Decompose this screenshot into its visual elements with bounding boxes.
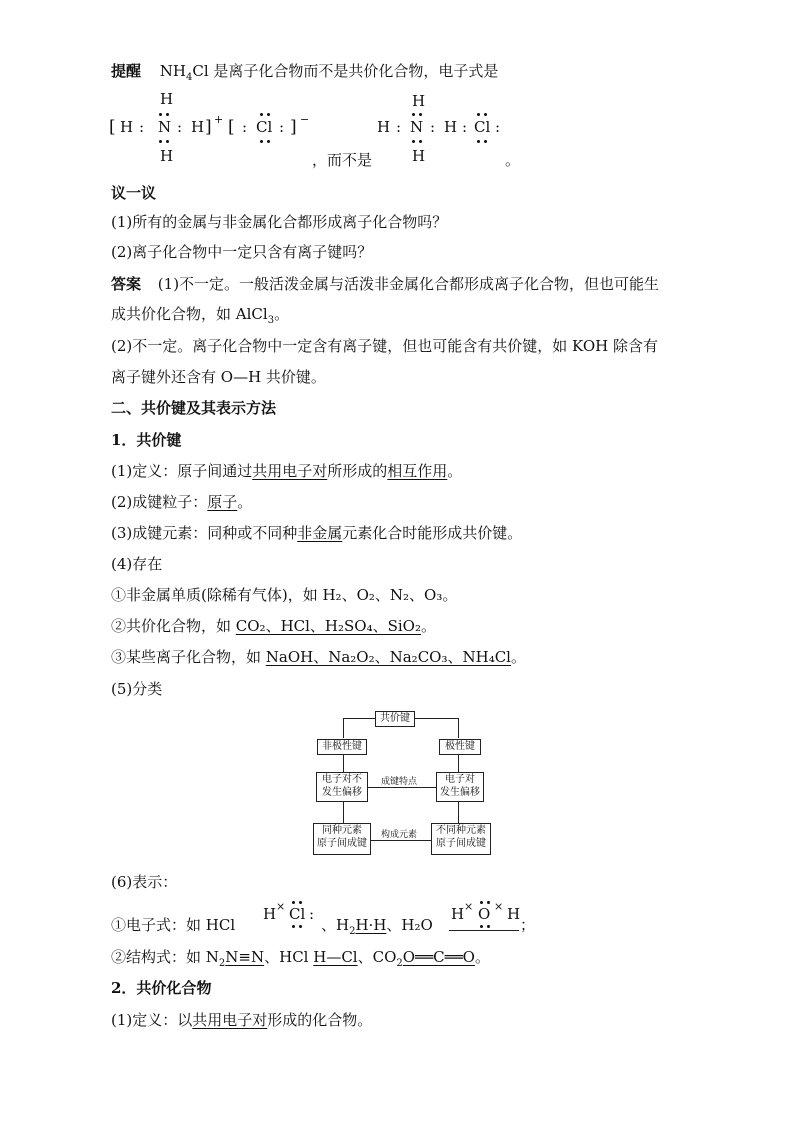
end-mark: 。 [505,151,521,169]
connector [343,718,375,719]
answer-underline [449,930,519,931]
colon: : [430,118,436,136]
subsection-heading: 2．共价化合物 [111,979,212,997]
electron-dot [292,925,295,928]
h2-h2o-text: 、$H_2H\cdot H$、H₂O [321,916,433,937]
electron-dot [166,140,169,143]
section-heading: 二、共价键及其表示方法 [111,399,277,417]
definition-line: (1)定义：原子间通过共用电子对所形成的相互作用。 [111,462,463,480]
electron-dot [159,140,162,143]
electron-dot [159,113,162,116]
subsection-heading: 1．共价键 [111,431,182,449]
electron-dot [299,925,302,928]
element-line: (3)成键元素：同种或不同种非金属元素化合时能形成共价键。 [111,524,523,542]
bracket-left: [ [228,117,235,137]
tip-label: 提醒 [111,62,142,80]
hcl-cl: Cl [289,905,306,923]
exist-item-3: ③某些离子化合物，如 NaOH、Na₂O₂、Na₂CO₃、NH₄Cl。 [111,648,526,666]
h-top: H [412,92,426,110]
classify-heading: (5)分类 [111,680,163,698]
electron-dot [166,113,169,116]
box-nonpolar: 非极性键 [317,739,367,755]
exist-item-1: ①非金属单质(除稀有气体)，如 H₂、O₂、N₂、O₃。 [111,586,458,604]
particle-line: (2)成键粒子：原子。 [111,493,253,511]
colon: : [139,118,145,136]
exist-heading: (4)存在 [111,555,163,573]
represent-heading: (6)表示： [111,873,178,891]
tip-line [111,60,498,83]
connector [343,754,344,772]
connector [343,801,344,823]
colon: : [396,118,402,136]
connector [458,801,459,823]
n-atom: N [158,118,172,136]
h2o-cross: × [494,900,504,913]
h-right: H [191,118,205,136]
box-shift: 电子对 发生偏移 [436,772,484,802]
exist-item-2: ②共价化合物，如 CO₂、HCl、H₂SO₄、SiO₂。 [111,617,437,635]
colon: : [462,118,468,136]
box-different-element: 不同种元素 原子间成键 [431,823,491,855]
connector [367,787,436,788]
electron-dot [419,140,422,143]
connector [458,754,459,772]
bracket-right: ] [290,117,297,137]
colon: : [279,118,285,136]
h-left: H [120,118,134,136]
box-same-element: 同种元素 原子间成键 [313,823,371,855]
electron-dot [484,113,487,116]
answer-1-line-1: 答案 (1)不一定。一般活泼金属与活泼非金属化合都形成离子化合物，但也可能生 [111,275,660,293]
cl-atom: Cl [474,118,491,136]
answer-2-line-2: 离子键外还含有 O—H 共价键。 [111,368,326,386]
h2o-h1: H [451,905,465,923]
tip-text: Cl 是离子化合物而不是共价化合物，电子式是 [192,62,499,80]
electron-formula-line: ①电子式：如 HCl [111,916,236,934]
hcl-h: H [263,905,277,923]
h2o-cross: × [464,900,474,913]
connector [458,718,459,738]
tip-formula: $NH_4$ [159,62,193,83]
electron-dot [487,901,490,904]
charge-minus: − [300,113,310,126]
question-1: (1)所有的金属与非金属化合都形成离子化合物吗？ [111,213,448,231]
electron-dot [480,901,483,904]
label-elements: 构成元素 [381,830,418,840]
label-bond-feature: 成键特点 [381,777,418,787]
box-no-shift: 电子对不 发生偏移 [316,772,368,802]
connector [343,718,344,738]
hcl-colon: : [309,905,315,923]
electron-dot [419,113,422,116]
question-2: (2)离子化合物中一定只含有离子键吗？ [111,243,373,261]
n-atom: N [410,118,424,136]
box-polar: 极性键 [439,739,481,755]
answer-1-line-2: 成共价化合物，如 AlCl$_3$。 [111,305,290,326]
h2o-o: O [478,905,491,923]
box-covalent-bond: 共价键 [375,711,415,727]
cl-atom: Cl [256,118,273,136]
colon: : [177,118,183,136]
h2o-h2: H [507,905,521,923]
h-top: H [160,90,174,108]
hcl-cross: × [276,900,286,913]
colon: : [242,118,248,136]
compound-definition: (1)定义：以共用电子对形成的化合物。 [111,1011,373,1029]
h-bottom: H [160,147,174,165]
bracket-left: [ [109,117,116,137]
electron-dot [484,140,487,143]
discuss-heading: 议一议 [111,184,157,202]
electron-dot [412,113,415,116]
bracket-right: ] [205,117,212,137]
electron-dot [477,113,480,116]
electron-dot [477,140,480,143]
electron-dot [487,925,490,928]
electron-dot [292,901,295,904]
charge-plus: + [214,113,224,126]
connector [413,718,459,719]
electron-dot [260,140,263,143]
h-mid: H [444,118,458,136]
electron-dot [267,113,270,116]
electron-dot [267,140,270,143]
answer-label: 答案 [111,275,142,293]
h-left: H [377,118,391,136]
structural-formula-line: ②结构式：如 $N_2N\equiv N$、HCl H—Cl、$CO_2O══C══O$。 [111,948,490,969]
colon: : [495,118,501,136]
electron-dot [480,925,483,928]
semicolon: ； [520,916,536,934]
electron-dot [299,901,302,904]
connector [370,840,431,841]
electron-dot [412,140,415,143]
but-not-text: ，而不是 [312,151,373,169]
h-bottom: H [412,147,426,165]
answer-2-line-1: (2)不一定。离子化合物中一定含有离子键，但也可能含有共价键，如 KOH 除含有 [111,337,658,355]
electron-dot [260,113,263,116]
